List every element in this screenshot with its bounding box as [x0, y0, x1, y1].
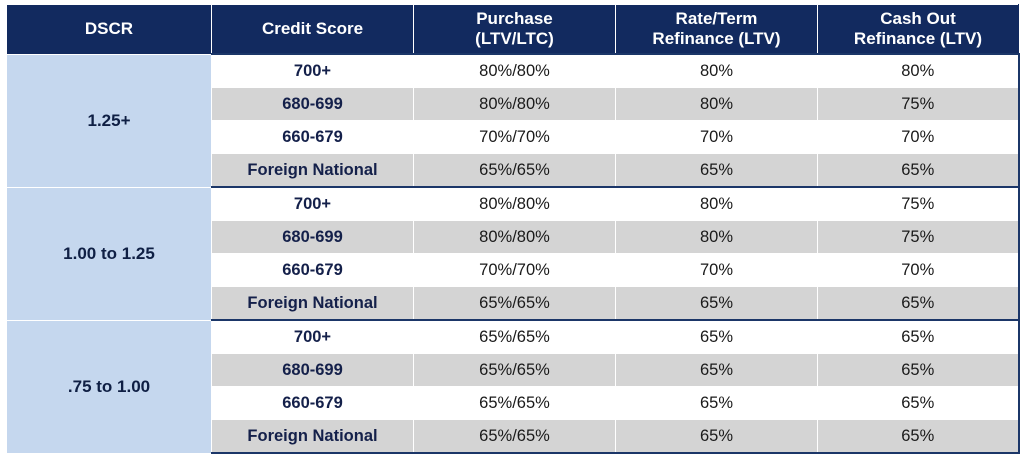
credit-score-cell: 700+: [212, 187, 414, 221]
cash-out-cell: 75%: [818, 88, 1019, 121]
credit-score-cell: 700+: [212, 54, 414, 88]
cash-out-cell: 70%: [818, 121, 1019, 154]
cash-out-cell: 65%: [818, 287, 1019, 321]
cash-out-cell: 65%: [818, 420, 1019, 454]
cash-out-cell: 75%: [818, 221, 1019, 254]
credit-score-cell: 660-679: [212, 121, 414, 154]
credit-score-cell: 680-699: [212, 221, 414, 254]
cash-out-cell: 65%: [818, 154, 1019, 188]
credit-score-cell: 660-679: [212, 254, 414, 287]
rate-term-cell: 70%: [616, 121, 818, 154]
purchase-cell: 80%/80%: [414, 221, 616, 254]
rate-term-cell: 65%: [616, 387, 818, 420]
credit-score-cell: 700+: [212, 320, 414, 354]
column-header-rate-term-line2: Refinance (LTV): [652, 29, 781, 48]
cash-out-cell: 65%: [818, 354, 1019, 387]
rate-term-cell: 65%: [616, 320, 818, 354]
purchase-cell: 65%/65%: [414, 387, 616, 420]
credit-score-cell: 660-679: [212, 387, 414, 420]
column-header-cash-out: [818, 5, 1019, 55]
column-header-cash-out-line2: Refinance (LTV): [853, 29, 983, 48]
purchase-cell: 80%/80%: [414, 88, 616, 121]
rate-term-cell: 65%: [616, 154, 818, 188]
table-row: [7, 54, 1019, 88]
credit-score-cell: 680-699: [212, 88, 414, 121]
table-row: [7, 320, 1019, 354]
purchase-cell: 80%/80%: [414, 187, 616, 221]
purchase-cell: 65%/65%: [414, 420, 616, 454]
dscr-ltv-matrix-table: [6, 4, 1020, 454]
dscr-group-label: 1.25+: [7, 54, 212, 187]
column-header-credit-score-line1: Credit Score: [261, 19, 364, 39]
table-row: [7, 187, 1019, 221]
cash-out-cell: 65%: [818, 387, 1019, 420]
rate-term-cell: 65%: [616, 354, 818, 387]
column-header-purchase: [414, 5, 616, 55]
credit-score-cell: Foreign National: [212, 154, 414, 188]
cash-out-cell: 70%: [818, 254, 1019, 287]
header-row: [7, 5, 1019, 55]
column-header-purchase-line2: (LTV/LTC): [475, 29, 554, 48]
cash-out-cell: 75%: [818, 187, 1019, 221]
table-header: [7, 5, 1019, 55]
column-header-purchase-line1: Purchase: [476, 9, 553, 29]
rate-term-cell: 80%: [616, 88, 818, 121]
purchase-cell: 80%/80%: [414, 54, 616, 88]
rate-term-cell: 65%: [616, 287, 818, 321]
column-header-cash-out-line1: Cash Out: [880, 9, 956, 29]
column-header-rate-term-line1: Rate/Term: [675, 9, 758, 29]
column-header-rate-term: [616, 5, 818, 55]
purchase-cell: 65%/65%: [414, 287, 616, 321]
rate-term-cell: 70%: [616, 254, 818, 287]
dscr-group-label: 1.00 to 1.25: [7, 187, 212, 320]
column-header-dscr: [7, 5, 212, 55]
cash-out-cell: 65%: [818, 320, 1019, 354]
purchase-cell: 65%/65%: [414, 154, 616, 188]
cash-out-cell: 80%: [818, 54, 1019, 88]
rate-term-cell: 80%: [616, 221, 818, 254]
credit-score-cell: Foreign National: [212, 287, 414, 321]
purchase-cell: 65%/65%: [414, 320, 616, 354]
rate-term-cell: 80%: [616, 187, 818, 221]
rate-term-cell: 65%: [616, 420, 818, 454]
rate-term-cell: 80%: [616, 54, 818, 88]
credit-score-cell: 680-699: [212, 354, 414, 387]
table-body: [7, 54, 1019, 453]
column-header-credit-score: [212, 5, 414, 55]
credit-score-cell: Foreign National: [212, 420, 414, 454]
purchase-cell: 65%/65%: [414, 354, 616, 387]
purchase-cell: 70%/70%: [414, 121, 616, 154]
purchase-cell: 70%/70%: [414, 254, 616, 287]
dscr-group-label: .75 to 1.00: [7, 320, 212, 453]
column-header-dscr-line1: DSCR: [84, 19, 134, 39]
